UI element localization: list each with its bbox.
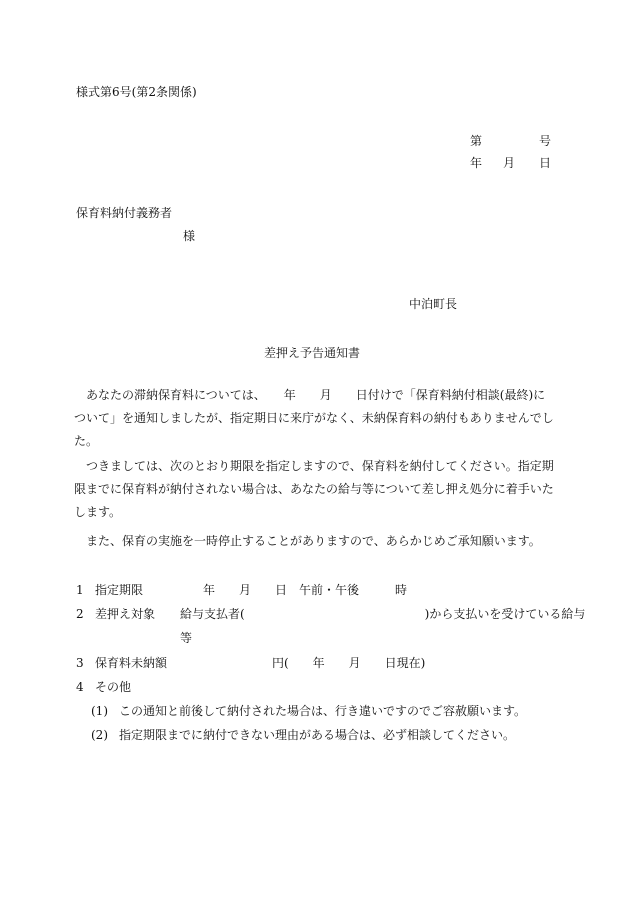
body-paragraph-3 (74, 530, 554, 553)
item-value: 年 月 日 午前・午後 時 (203, 583, 408, 597)
subitem-text: この通知と前後して納付された場合は、行き違いですのでご容赦願います。 (119, 704, 527, 718)
date-nen: 年 (470, 156, 483, 170)
item-label: その他 (95, 680, 132, 694)
item-number: 3 (76, 656, 84, 670)
item-value: 円( 年 月 日現在) (272, 656, 426, 670)
date-hi: 日 (539, 156, 552, 170)
body-line: ついて」を通知しましたが、指定期日に来庁がなく、未納保育料の納付もありませんでし (74, 411, 554, 425)
subitem-number: (2) (91, 728, 108, 742)
item-value-continued: 等 (180, 631, 193, 645)
recipient-sama: 様 (183, 229, 196, 243)
item-number: 2 (76, 607, 84, 621)
body-line: また、保育の実施を一時停止することがありますので、あらかじめご承知願います。 (74, 534, 541, 548)
doc-number-go: 号 (539, 134, 552, 148)
body-line: た。 (74, 434, 99, 448)
body-line: つきましては、次のとおり期限を指定しますので、保育料を納付してください。指定期 (74, 459, 554, 473)
item-label: 指定期限 (95, 583, 144, 597)
doc-number-dai: 第 (470, 134, 483, 148)
item-number: 1 (76, 583, 84, 597)
body-line: 限までに保育料が納付されない場合は、あなたの給与等について差し押え処分に着手いた (74, 482, 554, 496)
item-label: 差押え対象 (95, 607, 156, 621)
sender-name: 中泊町長 (409, 297, 458, 311)
date-tsuki: 月 (503, 156, 516, 170)
body-line: あなたの滞納保育料については、 年 月 日付けで「保育料納付相談(最終)に (74, 388, 546, 402)
recipient-title: 保育料納付義務者 (76, 206, 173, 220)
body-paragraph-1 (74, 384, 554, 453)
body-line: します。 (74, 505, 122, 519)
item-label: 保育料未納額 (95, 656, 168, 670)
item-number: 4 (76, 680, 84, 694)
subitem-text: 指定期限までに納付できない理由がある場合は、必ず相談してください。 (119, 728, 516, 742)
document-title: 差押え予告通知書 (264, 346, 361, 360)
subitem-number: (1) (91, 704, 108, 718)
item-value: 給与支払者( )から支払いを受けている給与 (180, 607, 586, 621)
body-paragraph-2 (74, 455, 554, 524)
form-label: 様式第6号(第2条関係) (76, 85, 197, 99)
